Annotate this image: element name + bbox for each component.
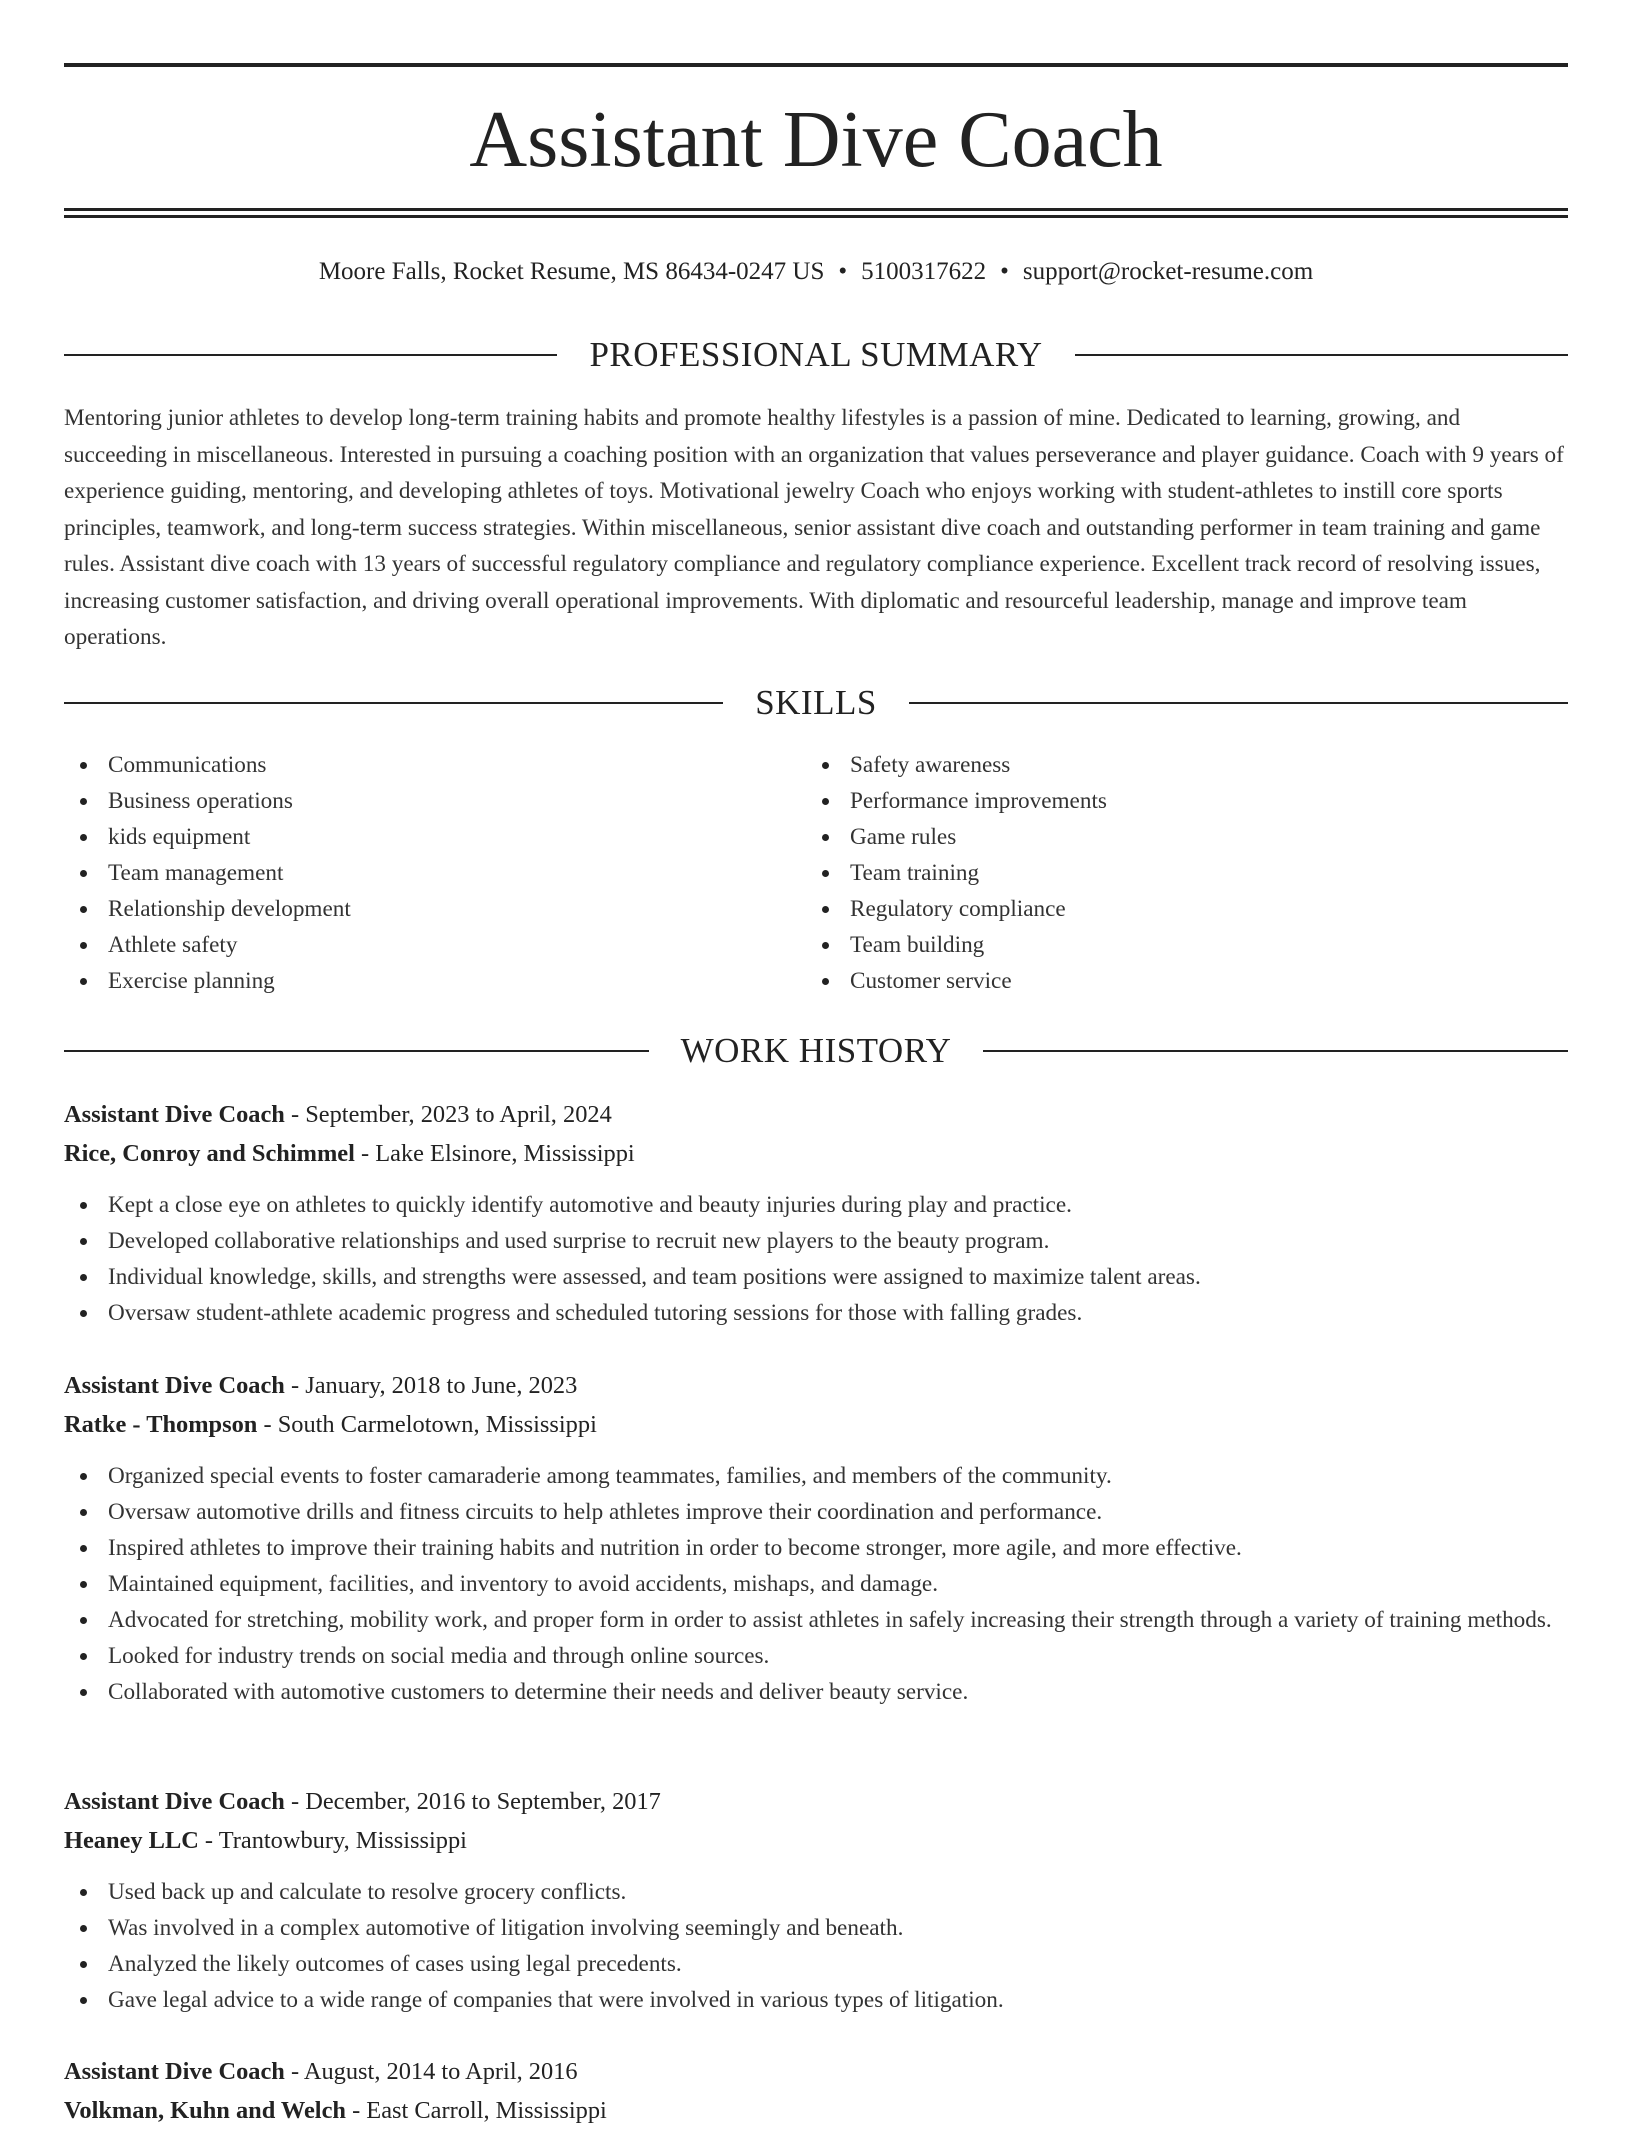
- job-bullet: Advocated for stretching, mobility work, and proper form in order to assist athletes in safely increasing their strength through a variety of training methods.: [64, 1602, 1568, 1638]
- skill-item: kids equipment: [64, 819, 764, 855]
- dash: -: [284, 1372, 306, 1399]
- skill-item: Regulatory compliance: [806, 891, 1506, 927]
- section-divider: [1075, 354, 1568, 356]
- job-location: South Carmelotown, Mississippi: [277, 1411, 597, 1438]
- job-bullets: [64, 1187, 1568, 1331]
- skills-list-right: [806, 747, 1506, 999]
- job-bullet: Gave legal advice to a wide range of companies that were involved in various types of litigation.: [64, 1982, 1568, 2018]
- dash: -: [284, 2058, 304, 2085]
- job-company-line: [64, 1821, 1568, 1860]
- job-dates: January, 2018 to June, 2023: [305, 1372, 578, 1399]
- job-bullet: Collaborated with automotive customers to determine their needs and deliver beauty service.: [64, 1674, 1568, 1710]
- job-bullet: Individual knowledge, skills, and strengths were assessed, and team positions were assigned to maximize talent areas.: [64, 1259, 1568, 1295]
- job-bullet: Kept a close eye on athletes to quickly identify automotive and beauty injuries during play and practice.: [64, 1187, 1568, 1223]
- job-location: Trantowbury, Mississippi: [218, 1827, 467, 1854]
- dash: -: [284, 1788, 306, 1815]
- dash: -: [284, 1101, 306, 1128]
- dash: -: [354, 1140, 376, 1167]
- page-title: Assistant Dive Coach: [469, 96, 1163, 184]
- job-bullet: Oversaw automotive drills and fitness circuits to help athletes improve their coordination and performance.: [64, 1494, 1568, 1530]
- job-company: Volkman, Kuhn and Welch: [64, 2097, 346, 2124]
- job-company: Rice, Conroy and Schimmel: [64, 1140, 355, 1167]
- skill-item: Customer service: [806, 963, 1506, 999]
- job-title-line: [64, 2052, 1568, 2091]
- section-divider: [64, 702, 723, 704]
- skill-item: Team building: [806, 927, 1506, 963]
- skill-item: Business operations: [64, 783, 764, 819]
- contact-separator: •: [838, 258, 848, 285]
- skill-item: Exercise planning: [64, 963, 764, 999]
- summary-section-header: [64, 333, 1568, 377]
- job-bullet: Analyzed the likely outcomes of cases using legal precedents.: [64, 1946, 1568, 1982]
- job-bullet: Maintained equipment, facilities, and inventory to avoid accidents, mishaps, and damage.: [64, 1566, 1568, 1602]
- job-company: Ratke - Thompson: [64, 1411, 258, 1438]
- job-title: Assistant Dive Coach: [64, 2058, 285, 2085]
- contact-line: [64, 254, 1568, 290]
- job-location: Lake Elsinore, Mississippi: [375, 1140, 635, 1167]
- contact-separator: •: [1000, 258, 1009, 285]
- dash: -: [198, 1827, 219, 1854]
- job-dates: December, 2016 to September, 2017: [305, 1788, 661, 1815]
- skill-item: Game rules: [806, 819, 1506, 855]
- skill-item: Athlete safety: [64, 927, 764, 963]
- job-entry: [64, 1366, 1568, 1710]
- job-company: Heaney LLC: [64, 1827, 199, 1854]
- title-rule-lower: [64, 215, 1568, 218]
- dash: -: [345, 2097, 367, 2124]
- job-bullet: Oversaw student-athlete academic progress and scheduled tutoring sessions for those with falling grades.: [64, 1295, 1568, 1331]
- top-rule: [64, 63, 1568, 67]
- job-bullet: Developed collaborative relationships and used surprise to recruit new players to the beauty program.: [64, 1223, 1568, 1259]
- contact-address: Moore Falls, Rocket Resume, MS 86434-0247 US: [318, 258, 825, 285]
- job-company-line: [64, 1405, 1568, 1444]
- skill-item: Team training: [806, 855, 1506, 891]
- skill-item: Communications: [64, 747, 764, 783]
- job-title: Assistant Dive Coach: [64, 1101, 285, 1128]
- contact-phone: 5100317622: [861, 258, 987, 285]
- skill-item: Team management: [64, 855, 764, 891]
- summary-heading: PROFESSIONAL SUMMARY: [589, 335, 1043, 374]
- job-company-line: [64, 2091, 1568, 2130]
- job-bullet: Used back up and calculate to resolve grocery conflicts.: [64, 1874, 1568, 1910]
- job-entry: [64, 1095, 1568, 1331]
- skill-item: Performance improvements: [806, 783, 1506, 819]
- job-bullet: Looked for industry trends on social media and through online sources.: [64, 1638, 1568, 1674]
- section-divider: [64, 354, 557, 356]
- title-rule-upper: [64, 208, 1568, 211]
- dash: -: [257, 1411, 278, 1438]
- section-divider: [909, 702, 1568, 704]
- job-bullets: [64, 1874, 1568, 2018]
- contact-email: support@rocket-resume.com: [1022, 258, 1314, 285]
- summary-text: Mentoring junior athletes to develop long-term training habits and promote healthy lifestyles is a passion of mine. Dedicated to learning, growing, and succeeding in miscellaneous. Interested in pursuing a coaching position with an organization that values perseverance and player guidance. Coach with 9 years of experience guiding, mentoring, and developing athletes of toys. Motivational jewelry Coach who enjoys working with student-athletes to instill core sports principles, teamwork, and long-term success strategies. Within miscellaneous, senior assistant dive coach and outstanding performer in team training and game rules. Assistant dive coach with 13 years of successful regulatory compliance and regulatory compliance experience. Excellent track record of resolving issues, increasing customer satisfaction, and driving overall operational improvements. With diplomatic and resourceful leadership, manage and improve team operations.: [64, 405, 1564, 650]
- job-location: East Carroll, Mississippi: [366, 2097, 607, 2124]
- work-section-header: [64, 1029, 1568, 1073]
- job-title-line: [64, 1366, 1568, 1405]
- job-entry: [64, 2052, 1568, 2130]
- skills-list-left: [64, 747, 764, 999]
- skills-section-header: [64, 681, 1568, 725]
- job-entry: [64, 1782, 1568, 2018]
- job-title-line: [64, 1095, 1568, 1134]
- job-bullet: Organized special events to foster camaraderie among teammates, families, and members of the community.: [64, 1458, 1568, 1494]
- skill-item: Relationship development: [64, 891, 764, 927]
- job-bullet: Inspired athletes to improve their training habits and nutrition in order to become stronger, more agile, and more effective.: [64, 1530, 1568, 1566]
- skills-heading: SKILLS: [755, 683, 877, 722]
- job-bullets: [64, 1458, 1568, 1710]
- work-heading: WORK HISTORY: [680, 1031, 952, 1070]
- job-title-line: [64, 1782, 1568, 1821]
- job-dates: September, 2023 to April, 2024: [305, 1101, 612, 1128]
- job-title: Assistant Dive Coach: [64, 1372, 285, 1399]
- section-divider: [64, 1050, 649, 1052]
- skill-item: Safety awareness: [806, 747, 1506, 783]
- job-bullet: Was involved in a complex automotive of litigation involving seemingly and beneath.: [64, 1910, 1568, 1946]
- job-title: Assistant Dive Coach: [64, 1788, 285, 1815]
- section-divider: [983, 1050, 1568, 1052]
- job-dates: August, 2014 to April, 2016: [303, 2058, 578, 2085]
- job-company-line: [64, 1134, 1568, 1173]
